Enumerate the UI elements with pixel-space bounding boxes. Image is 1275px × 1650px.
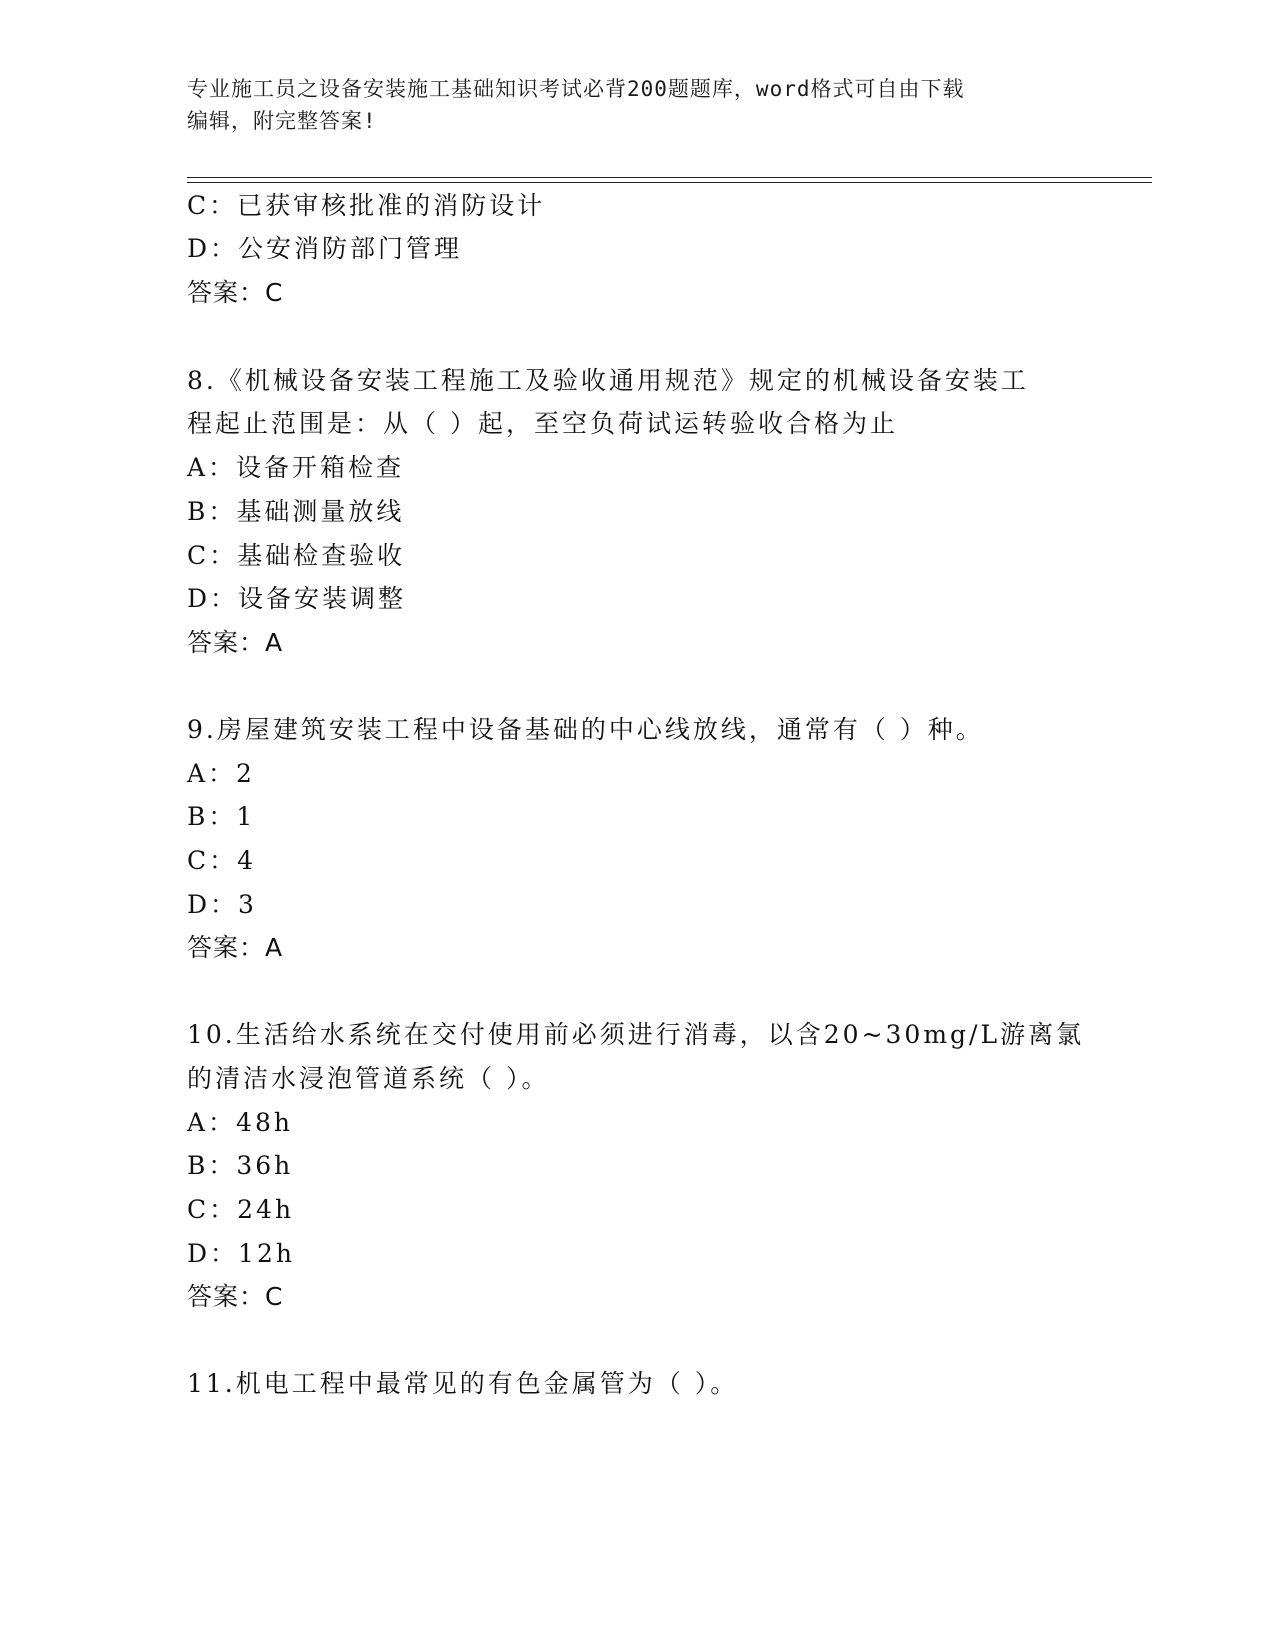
question-8-line-2: 程起止范围是：从（ ）起，至空负荷试运转验收合格为止 — [187, 409, 898, 438]
question-10-option-a: A：48h — [187, 1108, 293, 1137]
question-9-answer: 答案：A — [187, 933, 284, 962]
question-10-option-c: C：24h — [187, 1195, 295, 1224]
question-8-option-c: C：基础检查验收 — [187, 541, 406, 570]
question-10-option-d: D：12h — [187, 1239, 295, 1268]
question-8-option-d: D：设备安装调整 — [187, 584, 407, 613]
question-10-line-1: 10.生活给水系统在交付使用前必须进行消毒，以含20~30mg/L游离氯 — [187, 1020, 1085, 1049]
document-header — [187, 73, 1087, 137]
header-divider-bottom — [187, 182, 1152, 183]
question-9-option-a: A：2 — [187, 759, 255, 788]
header-title-line-1: 专业施工员之设备安装施工基础知识考试必背200题题库，word格式可自由下载 — [187, 77, 965, 101]
question-9-line-1: 9.房屋建筑安装工程中设备基础的中心线放线，通常有（ ）种。 — [187, 715, 984, 744]
question-8-answer: 答案：A — [187, 628, 284, 657]
question-9-option-d: D：3 — [187, 890, 257, 919]
question-8-line-1: 8.《机械设备安装工程施工及验收通用规范》规定的机械设备安装工 — [187, 366, 1029, 395]
question-8-option-b: B：基础测量放线 — [187, 497, 405, 526]
question-11-line-1: 11.机电工程中最常见的有色金属管为（ ）。 — [187, 1369, 739, 1398]
question-9-option-c: C：4 — [187, 846, 257, 875]
question-10-option-b: B：36h — [187, 1151, 294, 1180]
header-divider-top — [187, 177, 1152, 178]
option-c: C：已获审核批准的消防设计 — [187, 191, 546, 220]
question-10-line-2: 的清洁水浸泡管道系统（ ）。 — [187, 1064, 550, 1093]
header-title-line-2: 编辑，附完整答案! — [187, 109, 377, 133]
question-8-option-a: A：设备开箱检查 — [187, 453, 405, 482]
answer-line: 答案：C — [187, 278, 284, 307]
question-9-option-b: B：1 — [187, 802, 256, 831]
question-10-answer: 答案：C — [187, 1282, 284, 1311]
option-d: D：公安消防部门管理 — [187, 234, 463, 263]
